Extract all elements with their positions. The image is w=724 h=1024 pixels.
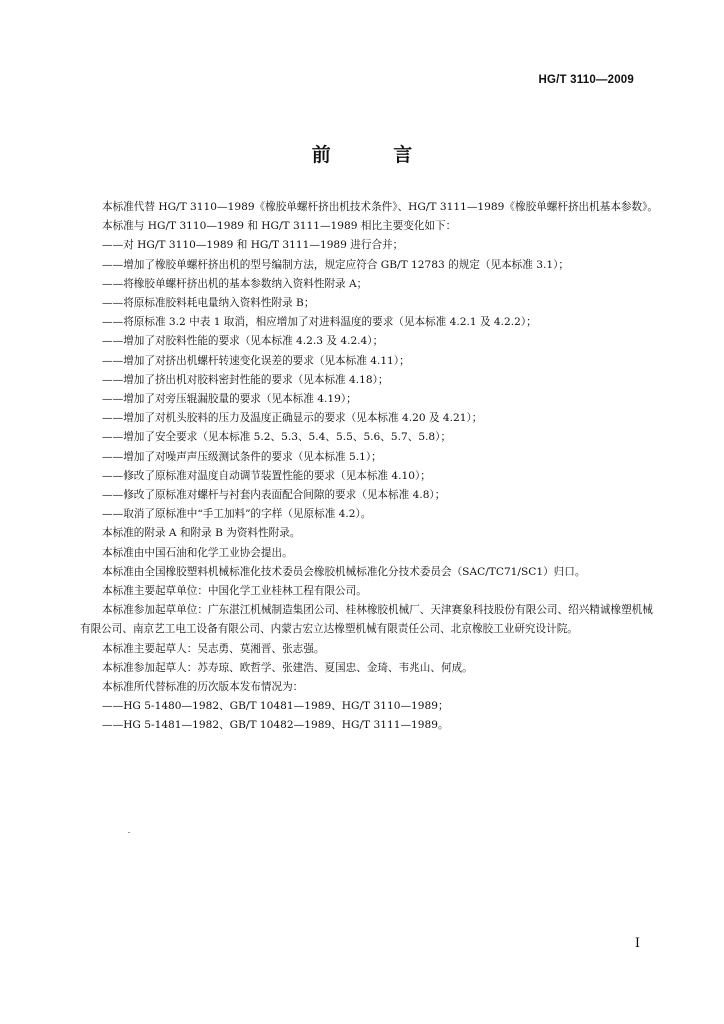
paragraph-participating-drafters: 本标准参加起草人：苏寿琼、欧哲学、张建浩、夏国忠、金琦、韦兆山、何成。 <box>102 661 473 674</box>
change-item: ——修改了原标准对螺杆与衬套内表面配合间隙的要求（见本标准 4.8）； <box>102 489 446 502</box>
change-item: ——对 HG/T 3110—1989 和 HG/T 3111—1989 进行合并； <box>102 239 404 252</box>
change-item: ——将橡胶单螺杆挤出机的基本参数纳入资料性附录 A； <box>102 277 368 290</box>
paragraph-proposer: 本标准由中国石油和化学工业协会提出。 <box>102 546 293 559</box>
change-item: ——增加了对旁压辊漏胶量的要求（见本标准 4.19）； <box>102 393 357 406</box>
edition-item: ——HG 5-1481—1982、GB/T 10482—1989、HG/T 3111—1989。 <box>102 719 449 732</box>
edition-item: ——HG 5-1480—1982、GB/T 10481—1989、HG/T 3110—1989； <box>102 700 449 713</box>
paragraph-main-drafting-unit: 本标准主要起草单位：中国化学工业桂林工程有限公司。 <box>102 585 367 598</box>
standard-number: HG/T 3110—2009 <box>538 74 634 86</box>
foreword-body <box>80 198 660 736</box>
change-item: ——增加了橡胶单螺杆挤出机的型号编制方法，规定应符合 GB/T 12783 的规定（见本标准 3.1）； <box>102 258 569 271</box>
change-item: ——增加了对挤出机螺杆转速变化误差的要求（见本标准 4.11）； <box>102 354 410 367</box>
paragraph-appendix: 本标准的附录 A 和附录 B 为资料性附录。 <box>102 527 301 540</box>
change-item: ——将原标准胶料耗电量纳入资料性附录 B； <box>102 297 315 310</box>
change-item: ——取消了原标准中“手工加料”的字样（见原标准 4.2）。 <box>102 508 372 521</box>
paragraph-committee: 本标准由全国橡胶塑料机械标准化技术委员会橡胶机械标准化分技术委员会（SAC/TC71/SC1）归口。 <box>102 565 586 578</box>
change-item: ——增加了挤出机对胶料密封性能的要求（见本标准 4.18）； <box>102 373 389 386</box>
change-item: ——增加了对胶料性能的要求（见本标准 4.2.3 及 4.2.4）； <box>102 335 384 348</box>
scan-speck <box>128 832 130 833</box>
page-title: 前 言 <box>311 144 441 166</box>
change-item: ——修改了原标准对温度自动调节装置性能的要求（见本标准 4.10）； <box>102 469 431 482</box>
paragraph-participating-units: 本标准参加起草单位：广东湛江机械制造集团公司、桂林橡胶机械厂、天津赛象科技股份有限公司、绍兴精诚橡塑机械有限公司、南京艺工电工设备有限公司、内蒙古宏立达橡塑机械有限责任公司、北京橡胶工业研究设计院。 <box>80 604 653 636</box>
paragraph-previous-editions: 本标准所代替标准的历次版本发布情况为： <box>102 681 304 694</box>
paragraph-main-drafters: 本标准主要起草人：吴志勇、莫湘晋、张志强。 <box>102 642 325 655</box>
paragraph-changes-intro: 本标准与 HG/T 3110—1989 和 HG/T 3111—1989 相比主要变化如下： <box>102 220 457 233</box>
change-item: ——增加了对机头胶料的压力及温度正确显示的要求（见本标准 4.20 及 4.21）； <box>102 412 483 425</box>
change-item: ——增加了安全要求（见本标准 5.2、5.3、5.4、5.5、5.6、5.7、5.8）； <box>102 431 452 444</box>
page-number: I <box>634 936 640 951</box>
change-item: ——将原标准 3.2 中表 1 取消，相应增加了对进料温度的要求（见本标准 4.2.1 及 4.2.2）； <box>102 316 537 329</box>
paragraph-replaces: 本标准代替 HG/T 3110—1989《橡胶单螺杆挤出机技术条件》、HG/T 3111—1989《橡胶单螺杆挤出机基本参数》。 <box>102 201 658 213</box>
change-item: ——增加了对噪声声压级测试条件的要求（见本标准 5.1）； <box>102 450 382 463</box>
